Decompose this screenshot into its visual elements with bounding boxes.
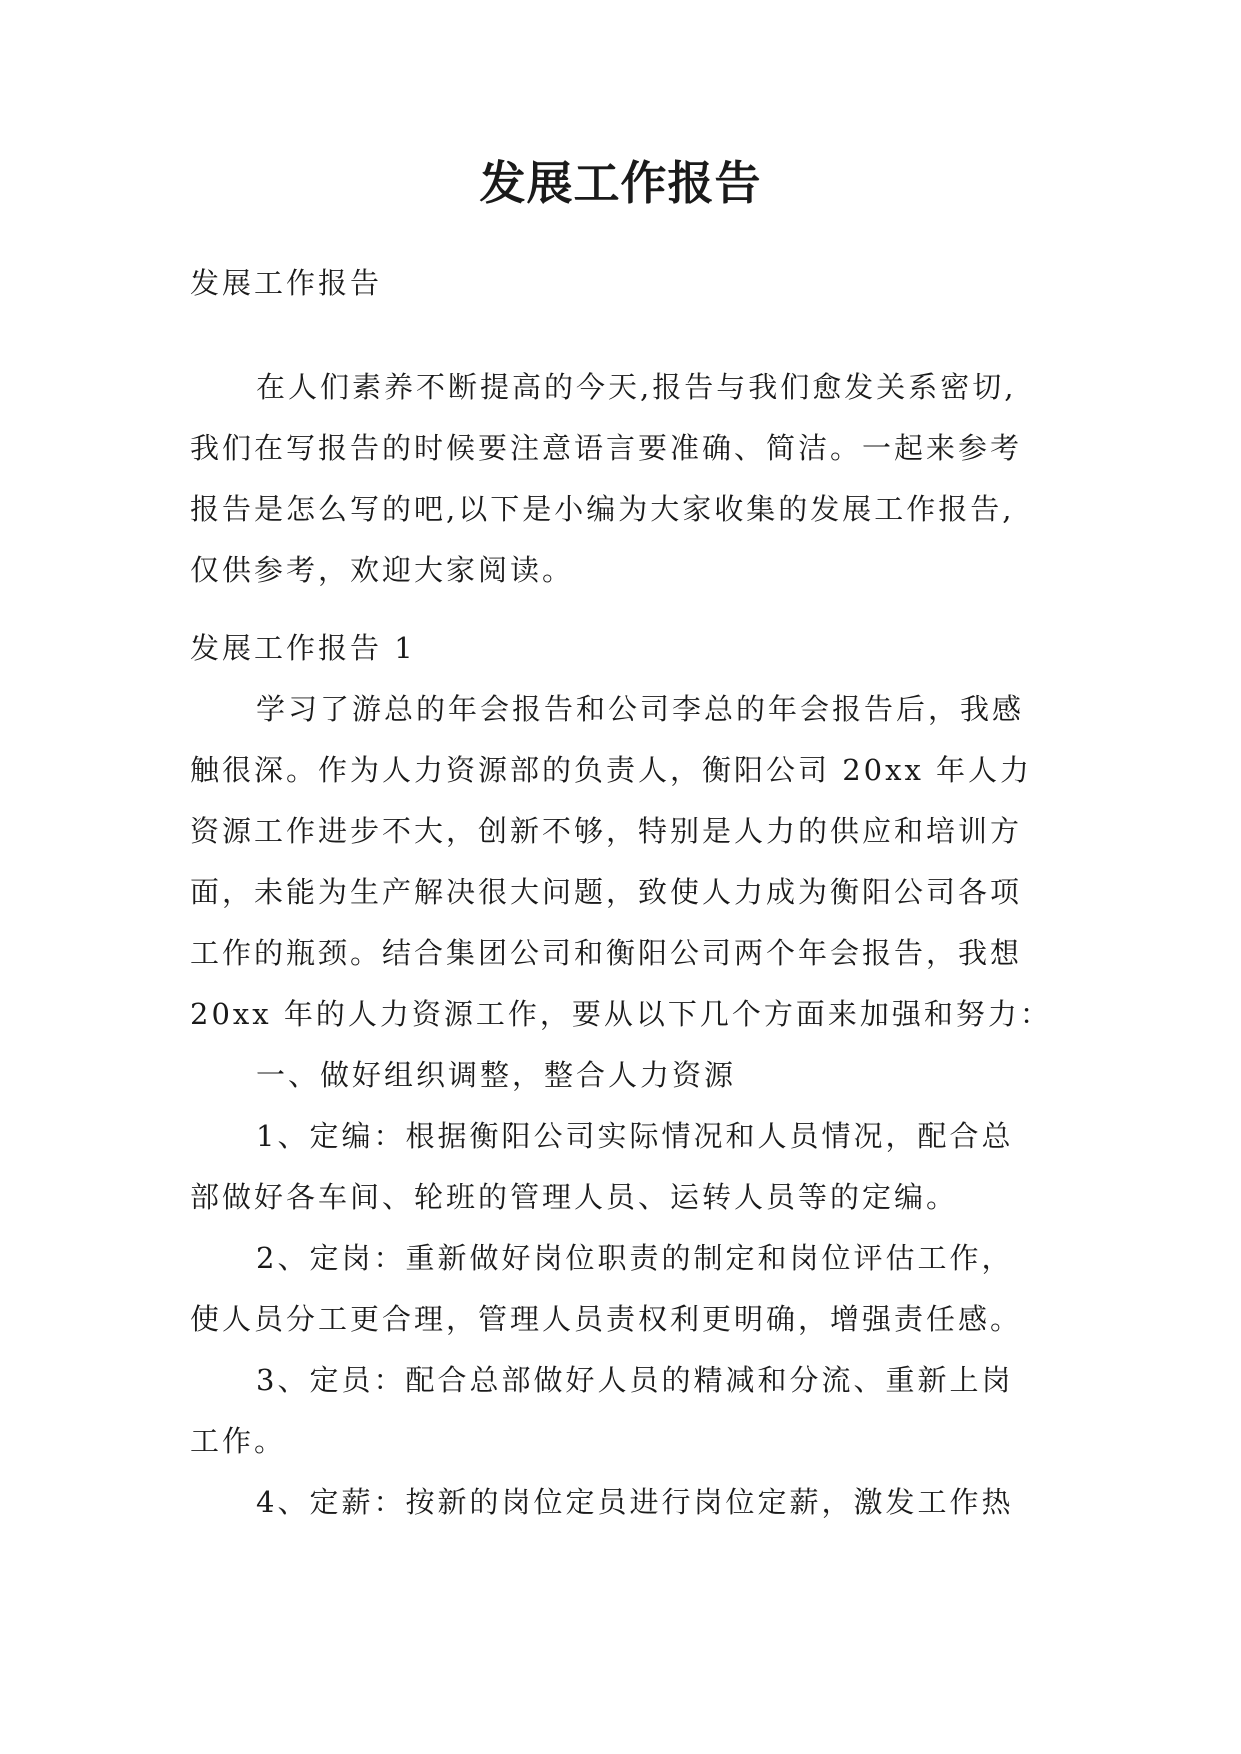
document-title: 发展工作报告 (479, 156, 762, 210)
body-line: 资源工作进步不大，创新不够，特别是人力的供应和培训方 (190, 814, 1023, 848)
body-line: 部做好各车间、轮班的管理人员、运转人员等的定编。 (190, 1180, 959, 1214)
intro-line: 我们在写报告的时候要注意语言要准确、简洁。一起来参考 (190, 431, 1023, 465)
subheading-line: 一、做好组织调整，整合人力资源 (256, 1058, 737, 1092)
document-subtitle (190, 253, 1070, 314)
body-line: 学习了游总的年会报告和公司李总的年会报告后，我感 (256, 692, 1025, 726)
body-line: 20xx 年的人力资源工作，要从以下几个方面来加强和努力： (190, 997, 1052, 1031)
intro-line: 仅供参考，欢迎大家阅读。 (190, 553, 575, 587)
body-line: 1、定编：根据衡阳公司实际情况和人员情况，配合总 (256, 1119, 1014, 1153)
body-line: 3、定员：配合总部做好人员的精减和分流、重新上岗 (256, 1363, 1014, 1397)
intro-line: 在人们素养不断提高的今天,报告与我们愈发关系密切, (256, 370, 1017, 404)
section-heading: 发展工作报告 1 (190, 631, 416, 665)
body-line: 使人员分工更合理，管理人员责权利更明确，增强责任感。 (190, 1302, 1023, 1336)
intro-paragraph (190, 357, 1070, 601)
body-line: 4、定薪：按新的岗位定员进行岗位定薪，激发工作热 (256, 1485, 1014, 1519)
body-line: 触很深。作为人力资源部的负责人，衡阳公司 20xx 年人力 (190, 753, 1033, 787)
body-line: 面，未能为生产解决很大问题，致使人力成为衡阳公司各项 (190, 875, 1023, 909)
intro-line: 报告是怎么写的吧,以下是小编为大家收集的发展工作报告, (190, 492, 1015, 526)
body-line: 工作的瓶颈。结合集团公司和衡阳公司两个年会报告，我想 (190, 936, 1023, 970)
section-1 (190, 618, 1070, 1533)
body-line: 工作。 (190, 1424, 287, 1458)
subtitle-line: 发展工作报告 (190, 266, 383, 300)
body-line: 2、定岗：重新做好岗位职责的制定和岗位评估工作， (256, 1241, 1014, 1275)
